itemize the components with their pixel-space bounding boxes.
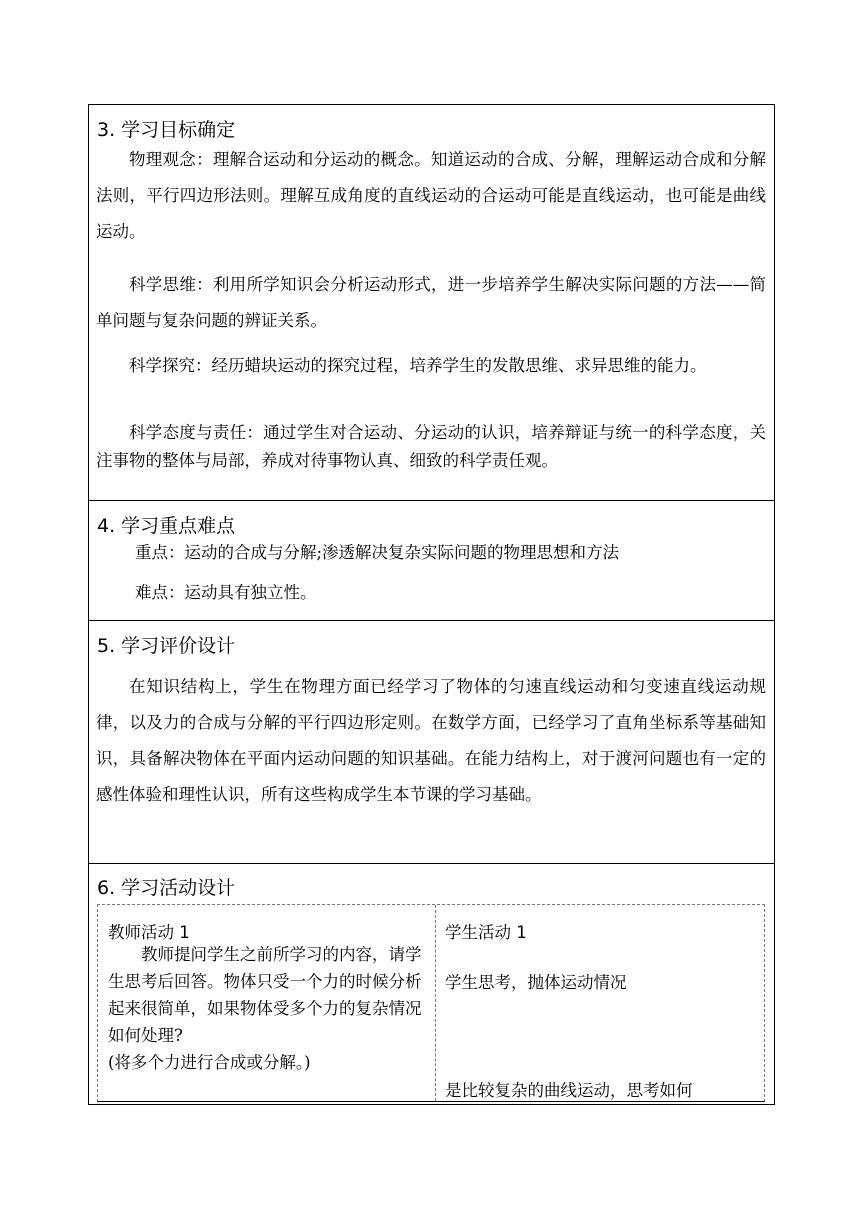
student-activity-heading: 学生活动 1 xyxy=(445,923,527,942)
objective-physics-concept: 物理观念：理解合运动和分运动的概念。知道运动的合成、分解，理解运动合成和分解法则，平行四边形法则。理解互成角度的直线运动的合运动可能是直线运动，也可能是曲线运动。 xyxy=(96,150,766,241)
section-title: 4. 学习重点难点 xyxy=(97,515,236,537)
difficult-point: 难点：运动具有独立性。 xyxy=(135,583,317,602)
objective-scientific-inquiry: 科学探究：经历蜡块运动的探究过程，培养学生的发散思维、求异思维的能力。 xyxy=(129,356,707,375)
activity-table xyxy=(97,904,765,1102)
section-title: 5. 学习评价设计 xyxy=(97,635,236,657)
section-title: 6. 学习活动设计 xyxy=(97,877,236,899)
key-point: 重点：运动的合成与分解;渗透解决复杂实际问题的物理思想和方法 xyxy=(135,543,620,562)
lesson-plan-table xyxy=(88,104,775,1105)
section-key-difficult-points xyxy=(89,501,774,621)
section-activity-design xyxy=(89,864,774,1104)
section-evaluation-design xyxy=(89,621,774,864)
section-title: 3. 学习目标确定 xyxy=(97,119,236,141)
objective-attitude-responsibility: 科学态度与责任：通过学生对合运动、分运动的认识，培养辩证与统一的科学态度，关注事物的整体与局部，养成对待事物认真、细致的科学责任观。 xyxy=(96,423,766,470)
objective-scientific-thinking: 科学思维：利用所学知识会分析运动形式，进一步培养学生解决实际问题的方法——简单问题与复杂问题的辨证关系。 xyxy=(96,275,766,330)
teacher-activity-text: 教师提问学生之前所学习的内容，请学生思考后回答。物体只受一个力的时候分析起来很简单，如果物体受多个力的复杂情况如何处理? xyxy=(108,945,422,1045)
column-divider xyxy=(435,905,436,1101)
section-learning-objectives xyxy=(89,105,774,501)
teacher-activity-note: (将多个力进行合成或分解。) xyxy=(108,1053,311,1072)
evaluation-text: 在知识结构上，学生在物理方面已经学习了物体的匀速直线运动和匀变速直线运动规律，以及力的合成与分解的平行四边形定则。在数学方面，已经学习了直角坐标系等基础知识，具备解决物体在平面内运动问题的知识基础。在能力结构上，对于渡河问题也有一定的感性体验和理性认识，所有这些构成学生本节课的学习基础。 xyxy=(96,677,766,804)
teacher-activity-heading: 教师活动 1 xyxy=(108,923,190,942)
student-activity-text: 学生思考，抛体运动情况 xyxy=(445,973,627,992)
student-activity-text-continued: 是比较复杂的曲线运动，思考如何 xyxy=(445,1081,693,1100)
